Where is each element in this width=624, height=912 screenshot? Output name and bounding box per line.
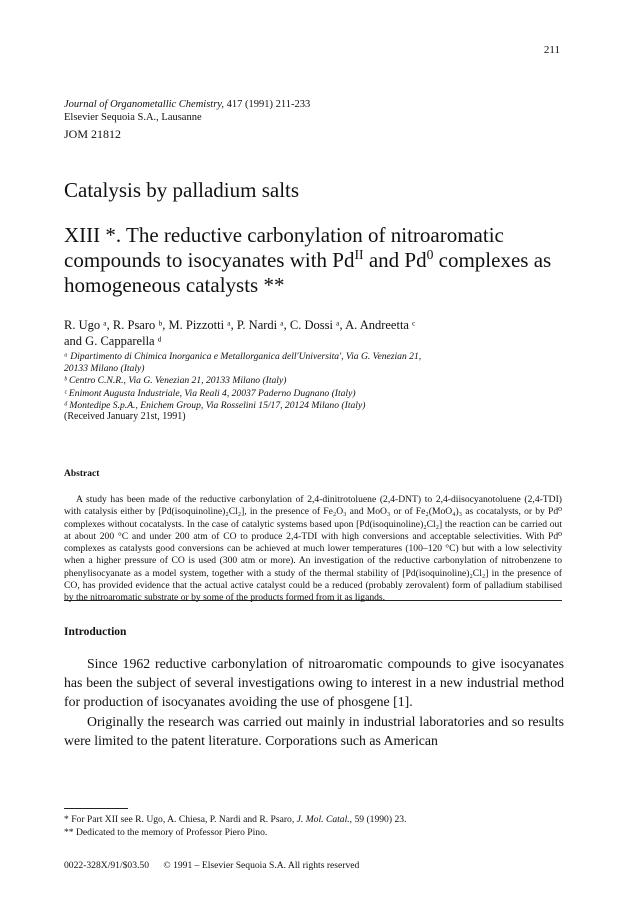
page-number: 211 <box>543 44 560 56</box>
series-title: Catalysis by palladium salts <box>64 178 300 202</box>
journal-citation <box>64 98 310 111</box>
journal-publisher: Elsevier Sequoia S.A., Lausanne <box>64 112 202 123</box>
journal-code: JOM 21812 <box>64 127 122 141</box>
abstract-heading: Abstract <box>64 469 100 479</box>
copyright-line: 0022-328X/91/$03.50 © 1991 – Elsevier Sequoia S.A. All rights reserved <box>64 860 360 871</box>
journal-info <box>64 98 310 124</box>
footnotes <box>64 813 564 839</box>
footnote-1-text: * For Part XII see R. Ugo, A. Chiesa, P. Nardi and R. Psaro, <box>64 814 297 825</box>
authors <box>64 317 584 349</box>
footnote-1 <box>64 813 564 826</box>
authors-line-2: and G. Capparella ᵈ <box>64 334 162 348</box>
received-date: (Received January 21st, 1991) <box>64 411 186 422</box>
introduction-paragraph-2: Originally the research was carried out mainly in industrial laboratories and so results were limited to the patent literature. Corporations such as American <box>64 713 564 748</box>
affiliation-line: ᵃ Dipartimento di Chimica Inorganica e Metallorganica dell'Universita', Via G. Venezian 21, <box>64 351 422 362</box>
title-part-2: and Pd <box>363 248 427 272</box>
introduction-body <box>64 654 564 750</box>
footnote-1-ref: 59 (1990) 23. <box>352 814 407 825</box>
title-sup-2: 0 <box>426 247 434 262</box>
introduction-paragraph-1: Since 1962 reductive carbonylation of nitroaromatic compounds to give isocyanates has been the subject of several investigations owing to interest in a new industrial method for production of isocyanates avoiding the use of phosgene [1]. <box>64 656 564 710</box>
title-sup-1: II <box>354 247 364 262</box>
paper-title <box>64 223 584 298</box>
affiliation-line: ᶜ Enimont Augusta Industriale, Via Reali 4, 20037 Paderno Dugnano (Italy) <box>64 387 356 399</box>
authors-line-1: R. Ugo ᵃ, R. Psaro ᵇ, M. Pizzotti ᵃ, P. Nardi ᵃ, C. Dossi ᵃ, A. Andreetta ᶜ <box>64 318 416 332</box>
affiliation-line: 20133 Milano (Italy) <box>64 363 145 375</box>
affiliation-line: ᵇ Centro C.N.R., Via G. Venezian 21, 20133 Milano (Italy) <box>64 375 287 387</box>
footnote-divider <box>64 808 128 809</box>
title-part-3: complexes as homogeneous catalysts ** <box>64 248 552 297</box>
footnote-1-journal: J. Mol. Catal., <box>296 814 353 825</box>
journal-volume: 417 (1991) 211-233 <box>224 99 311 110</box>
title-part-1: XIII *. The reductive carbonylation of nitroaromatic compounds to isocyanates with Pd <box>64 223 504 272</box>
affiliation-line: ᵈ Montedipe S.p.A., Enichem Group, Via Rosselini 15/17, 20124 Milano (Italy) <box>64 399 366 411</box>
footnote-2: ** Dedicated to the memory of Professor Piero Pino. <box>64 827 268 838</box>
journal-name: Journal of Organometallic Chemistry, <box>64 99 225 110</box>
abstract-text: A study has been made of the reductive carbonylation of 2,4-dinitrotoluene (2,4-DNT) to 2,4-diisocyanotoluene (2,4-TDI) with catalysis either by [Pd(isoquinoline)₂Cl₂], in the presence of Fe₂O₃ and MoO₃ or of Fe₂(MoO₄)₃ as cocatalysts, or by Pd⁰ complexes without cocatalysts. In the case of catalytic systems based upon [Pd(isoquinoline)₂Cl₂] the reaction can be carried out at about 200 °C and under 200 atm of CO to produce 2,4-TDI with high conversions and acceptable selectivities. With Pd⁰ complexes as catalysts good conversions can be achieved at much lower temperatures (100–120 °C) but with a low selectivity when a higher pressure of CO is used (300 atm or more). An investigation of the reductive carbonylation of nitrobenzene to phenylisocyanate as a model system, together with a study of the thermal stability of [Pd(isoquinoline)₂Cl₂] in the presence of CO, has provided evidence that the actual active catalyst could be a reduced (probably zerovalent) form of palladium stabilised by the nitroaromatic substrate or by some of the products formed from it as ligands. <box>64 494 562 604</box>
affiliations <box>64 351 584 412</box>
introduction-heading: Introduction <box>64 626 127 638</box>
section-divider <box>64 600 562 601</box>
